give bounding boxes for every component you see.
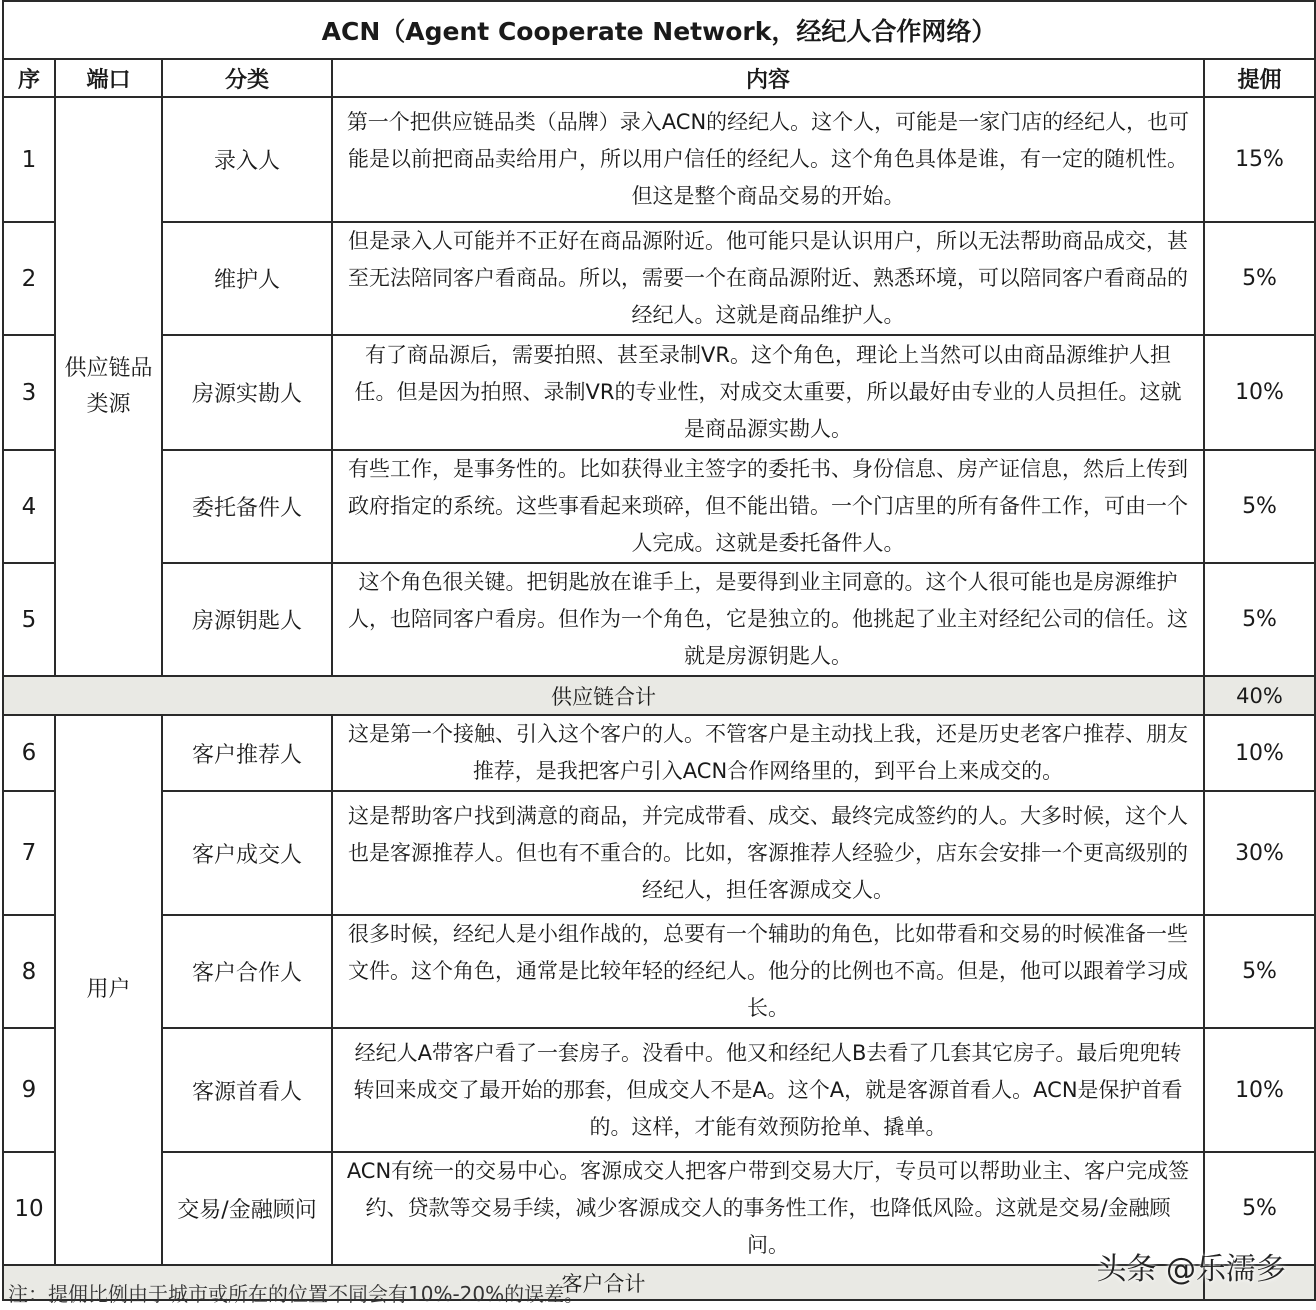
header-category: 分类: [162, 59, 332, 97]
row-seq: 6: [3, 715, 55, 791]
row-category: 录入人: [162, 97, 332, 222]
table-row: [3, 97, 1315, 222]
table-row: [3, 1028, 1315, 1152]
row-content: 有了商品源后，需要拍照、甚至录制VR。这个角色，理论上当然可以由商品源维护人担任。但是因为拍照、录制VR的专业性，对成交太重要，所以最好由专业的人员担任。这就是商品源实勘人。: [332, 335, 1204, 450]
customer-total-label: 客户合计: [3, 1265, 1204, 1300]
row-content: ACN有统一的交易中心。客源成交人把客户带到交易大厅，专员可以帮助业主、客户完成签约、贷款等交易手续，减少客源成交人的事务性工作，也降低风险。这就是交易/金融顾问。: [332, 1152, 1204, 1265]
table-row: [3, 915, 1315, 1028]
row-commission: 5%: [1204, 1152, 1315, 1265]
row-content: 这是第一个接触、引入这个客户的人。不管客户是主动找上我，还是历史老客户推荐、朋友推荐，是我把客户引入ACN合作网络里的，到平台上来成交的。: [332, 715, 1204, 791]
row-category: 维护人: [162, 222, 332, 335]
table-title: ACN（Agent Cooperate Network，经纪人合作网络）: [3, 1, 1315, 59]
row-content: 很多时候，经纪人是小组作战的，总要有一个辅助的角色，比如带看和交易的时候准备一些文件。这个角色，通常是比较年轻的经纪人。他分的比例也不高。但是，他可以跟着学习成长。: [332, 915, 1204, 1028]
row-category: 客源首看人: [162, 1028, 332, 1152]
group-supply-label: 供应链品类源: [64, 355, 153, 417]
row-content: 这个角色很关键。把钥匙放在谁手上，是要得到业主同意的。这个人很可能也是房源维护人，也陪同客户看房。但作为一个角色，它是独立的。他挑起了业主对经纪公司的信任。这就是房源钥匙人。: [332, 563, 1204, 676]
group-user: 用户: [55, 715, 162, 1265]
row-commission: 5%: [1204, 915, 1315, 1028]
header-commission: 提佣: [1204, 59, 1315, 97]
row-commission: 10%: [1204, 335, 1315, 450]
row-category: 房源实勘人: [162, 335, 332, 450]
header-content: 内容: [332, 59, 1204, 97]
row-seq: 5: [3, 563, 55, 676]
row-seq: 8: [3, 915, 55, 1028]
acn-table: [2, 0, 1316, 1301]
row-commission: 30%: [1204, 791, 1315, 915]
row-commission: 10%: [1204, 1028, 1315, 1152]
row-commission: 5%: [1204, 563, 1315, 676]
table-row: [3, 222, 1315, 335]
row-seq: 1: [3, 97, 55, 222]
row-commission: 5%: [1204, 450, 1315, 563]
table-row: [3, 450, 1315, 563]
row-content: 经纪人A带客户看了一套房子。没看中。他又和经纪人B去看了几套其它房子。最后兜兜转转回来成交了最开始的那套，但成交人不是A。这个A，就是客源首看人。ACN是保护首看的。这样，才能有效预防抢单、撬单。: [332, 1028, 1204, 1152]
row-content: 但是录入人可能并不正好在商品源附近。他可能只是认识用户，所以无法帮助商品成交，甚至无法陪同客户看商品。所以，需要一个在商品源附近、熟悉环境，可以陪同客户看商品的经纪人。这就是商品维护人。: [332, 222, 1204, 335]
row-seq: 3: [3, 335, 55, 450]
footnote: 注：提佣比例由于城市或所在的位置不同会有10%-20%的误差。: [8, 1282, 585, 1306]
supply-total-label: 供应链合计: [3, 676, 1204, 715]
row-category: 房源钥匙人: [162, 563, 332, 676]
table-row: [3, 715, 1315, 791]
table-row: [3, 791, 1315, 915]
row-category: 客户合作人: [162, 915, 332, 1028]
row-commission: 5%: [1204, 222, 1315, 335]
table-row: [3, 335, 1315, 450]
row-category: 委托备件人: [162, 450, 332, 563]
row-content: 第一个把供应链品类（品牌）录入ACN的经纪人。这个人，可能是一家门店的经纪人，也可能是以前把商品卖给用户，所以用户信任的经纪人。这个角色具体是谁，有一定的随机性。但这是整个商品交易的开始。: [332, 97, 1204, 222]
row-category: 交易/金融顾问: [162, 1152, 332, 1265]
supply-total-value: 40%: [1204, 676, 1315, 715]
row-commission: 15%: [1204, 97, 1315, 222]
row-category: 客户推荐人: [162, 715, 332, 791]
header-seq: 序: [3, 59, 55, 97]
row-category: 客户成交人: [162, 791, 332, 915]
header-row: [3, 59, 1315, 97]
row-seq: 10: [3, 1152, 55, 1265]
group-supply: [55, 97, 162, 676]
row-content: 这是帮助客户找到满意的商品，并完成带看、成交、最终完成签约的人。大多时候，这个人也是客源推荐人。但也有不重合的。比如，客源推荐人经验少，店东会安排一个更高级别的经纪人，担任客源成交人。: [332, 791, 1204, 915]
row-seq: 4: [3, 450, 55, 563]
header-port: 端口: [55, 59, 162, 97]
row-seq: 7: [3, 791, 55, 915]
row-seq: 9: [3, 1028, 55, 1152]
row-commission: 10%: [1204, 715, 1315, 791]
supply-total-row: [3, 676, 1315, 715]
row-content: 有些工作，是事务性的。比如获得业主签字的委托书、身份信息、房产证信息，然后上传到政府指定的系统。这些事看起来琐碎，但不能出错。一个门店里的所有备件工作，可由一个人完成。这就是委托备件人。: [332, 450, 1204, 563]
table-row: [3, 563, 1315, 676]
row-seq: 2: [3, 222, 55, 335]
watermark: 头条 @乐濡多: [1096, 1252, 1286, 1287]
